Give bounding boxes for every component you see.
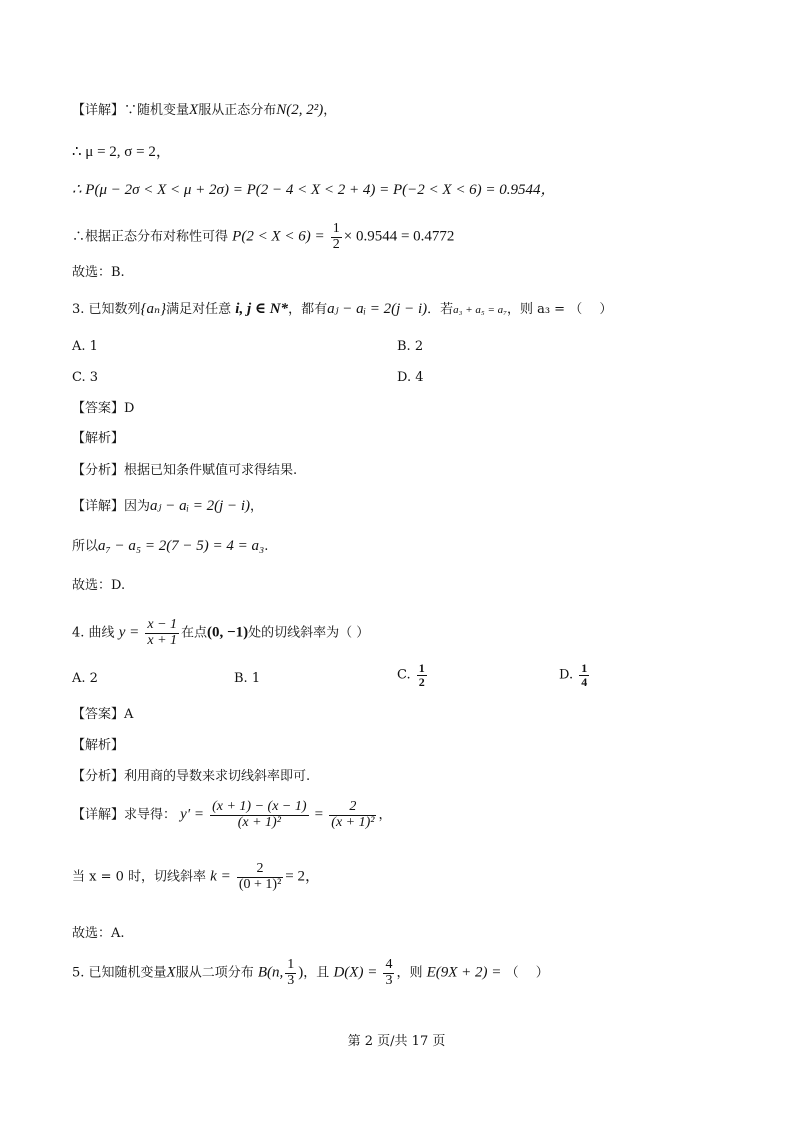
q5-var: X [166,964,176,981]
q2-symmetry-lead: ∴根据正态分布对称性可得 [72,229,229,245]
q2-half-fraction: $\frac{1}{2}$ [332,221,340,252]
q4-equals: = [314,806,324,823]
q3-detail [72,499,263,514]
q3-stem-lead: 3. 已知数列 [72,302,141,317]
q3-so-expr: a₇ − a₅ = 2(7 − 5) = 4 = a₃ [98,538,265,554]
q4-derivative [72,800,391,830]
q5-stem-lead: 5. 已知随机变量 [72,965,167,981]
q2-detail-line [72,103,336,118]
q4-fenxi: 【分析】利用商的导数来求切线斜率即可. [72,769,311,784]
q4-option-c-fraction: $\frac{1}{2}$ [418,661,425,689]
q3-given: a₃ + a₅ = a₇ [453,304,507,316]
q4-derivative-simplified: $\frac{2}{\text{(x + 1)²}}$ [331,799,375,830]
q4-slope-fraction: $\frac{2}{\text{(0 + 1)²}}$ [238,861,282,892]
q3-option-a: A. 1 [72,339,98,354]
q2-mu-sigma: ∴ μ = 2, σ = 2， [72,144,171,160]
q5-stem [72,958,549,988]
q3-analysis: 【解析】 [72,431,125,446]
q4-slope-tail: = 2， [285,868,320,885]
q5-dist-fraction: $\frac{1}{3}$ [287,957,295,988]
q2-symmetry-line [72,222,454,252]
q2-choice: 故选：B. [72,265,125,280]
q3-relation: aⱼ − aᵢ = 2(j − i) [327,301,428,317]
q4-detail-lead: 【详解】求导得： [72,807,177,823]
q4-stem-lead: 4. 曲线 [72,625,115,641]
q3-stem-tail: ，则 a₃ = （ ） [506,302,613,317]
q4-point: (0, −1) [207,624,249,641]
q4-option-a: A. 2 [72,671,98,686]
q5-stem-mid3: ，则 [396,965,423,981]
q2-symmetry-result: × 0.9544 = 0.4772 [343,228,455,245]
q3-so-lead: 所以 [72,539,99,554]
q4-yprime: y′ = [180,806,204,823]
q4-option-c: C. $\frac{1}{2}$ [397,661,425,689]
q5-stem-tail: （ ） [505,965,549,981]
q3-seq: {aₙ} [140,301,167,317]
q3-option-d: D. 4 [397,370,424,385]
q4-option-d-fraction: $\frac{1}{4}$ [581,661,588,689]
q3-option-c: C. 3 [72,370,99,385]
q3-detail-lead: 【详解】因为 [72,499,151,514]
q4-function-fraction: $\frac{x - 1}{x + 1}$ [147,617,178,648]
q5-dist-tail: ) [298,964,304,981]
q4-answer: 【答案】A [72,707,134,722]
q4-option-b: B. 1 [234,671,261,686]
q3-choice: 故选：D. [72,578,126,593]
q4-slope [72,862,320,892]
q3-cond: i, j ∈ N* [235,301,289,317]
q5-ex: E(9X + 2) = [426,964,502,981]
q3-stem-mid: 满足对任意 [166,302,232,317]
q2-dist: N(2, 2²) [276,102,324,118]
q3-stem-mid2: ，都有 [288,302,328,317]
q5-dist-lead: B(n, [257,964,284,981]
q4-option-d: D. $\frac{1}{4}$ [559,661,588,689]
q4-when-lead: 当 x = 0 时，切线斜率 [72,869,207,885]
q3-detail-expr: aⱼ − aᵢ = 2(j − i) [150,498,251,514]
q2-var-x: X [189,102,199,118]
q5-stem-mid: 服从二项分布 [175,965,254,981]
q5-dx: D(X) = [333,964,378,981]
q2-detail-lead: 【详解】∵随机变量 [72,103,190,118]
q5-dx-fraction: $\frac{4}{3}$ [385,957,393,988]
q3-answer: 【答案】D [72,401,135,416]
q2-detail-mid: 服从正态分布 [198,103,277,118]
q4-stem-tail: 处的切线斜率为（ ） [248,625,370,641]
q3-stem-mid3: ．若 [427,302,454,317]
q4-choice: 故选：A. [72,926,125,941]
q3-fenxi: 【分析】根据已知条件赋值可求得结果. [72,463,298,478]
q2-symmetry-expr: P(2 < X < 6) = [232,228,325,245]
q4-derivative-tail: ， [378,807,392,823]
q4-analysis: 【解析】 [72,738,125,753]
q4-stem [72,618,369,648]
q3-stem [72,302,612,317]
q3-option-b: B. 2 [397,339,424,354]
q2-probability-line: ∴ P(μ − 2σ < X < μ + 2σ) = P(2 − 4 < X < 2 + 4) = P(−2 < X < 6) = 0.9544， [72,182,556,198]
q5-stem-mid2: ，且 [303,965,330,981]
q3-so [72,539,268,554]
q4-derivative-fraction: $\frac{(x + 1) - (x - 1)}{\text{(x + 1)²}}$ [212,799,307,830]
q4-y-eq: y = [118,624,140,641]
q4-stem-mid: 在点 [181,625,208,641]
q2-detail-tail: ， [323,103,337,118]
q3-so-tail: . [264,539,269,554]
q3-detail-tail: ， [250,499,264,514]
page-footer: 第 2 页/共 17 页 [347,1034,446,1049]
q4-k-eq: k = [210,868,231,885]
